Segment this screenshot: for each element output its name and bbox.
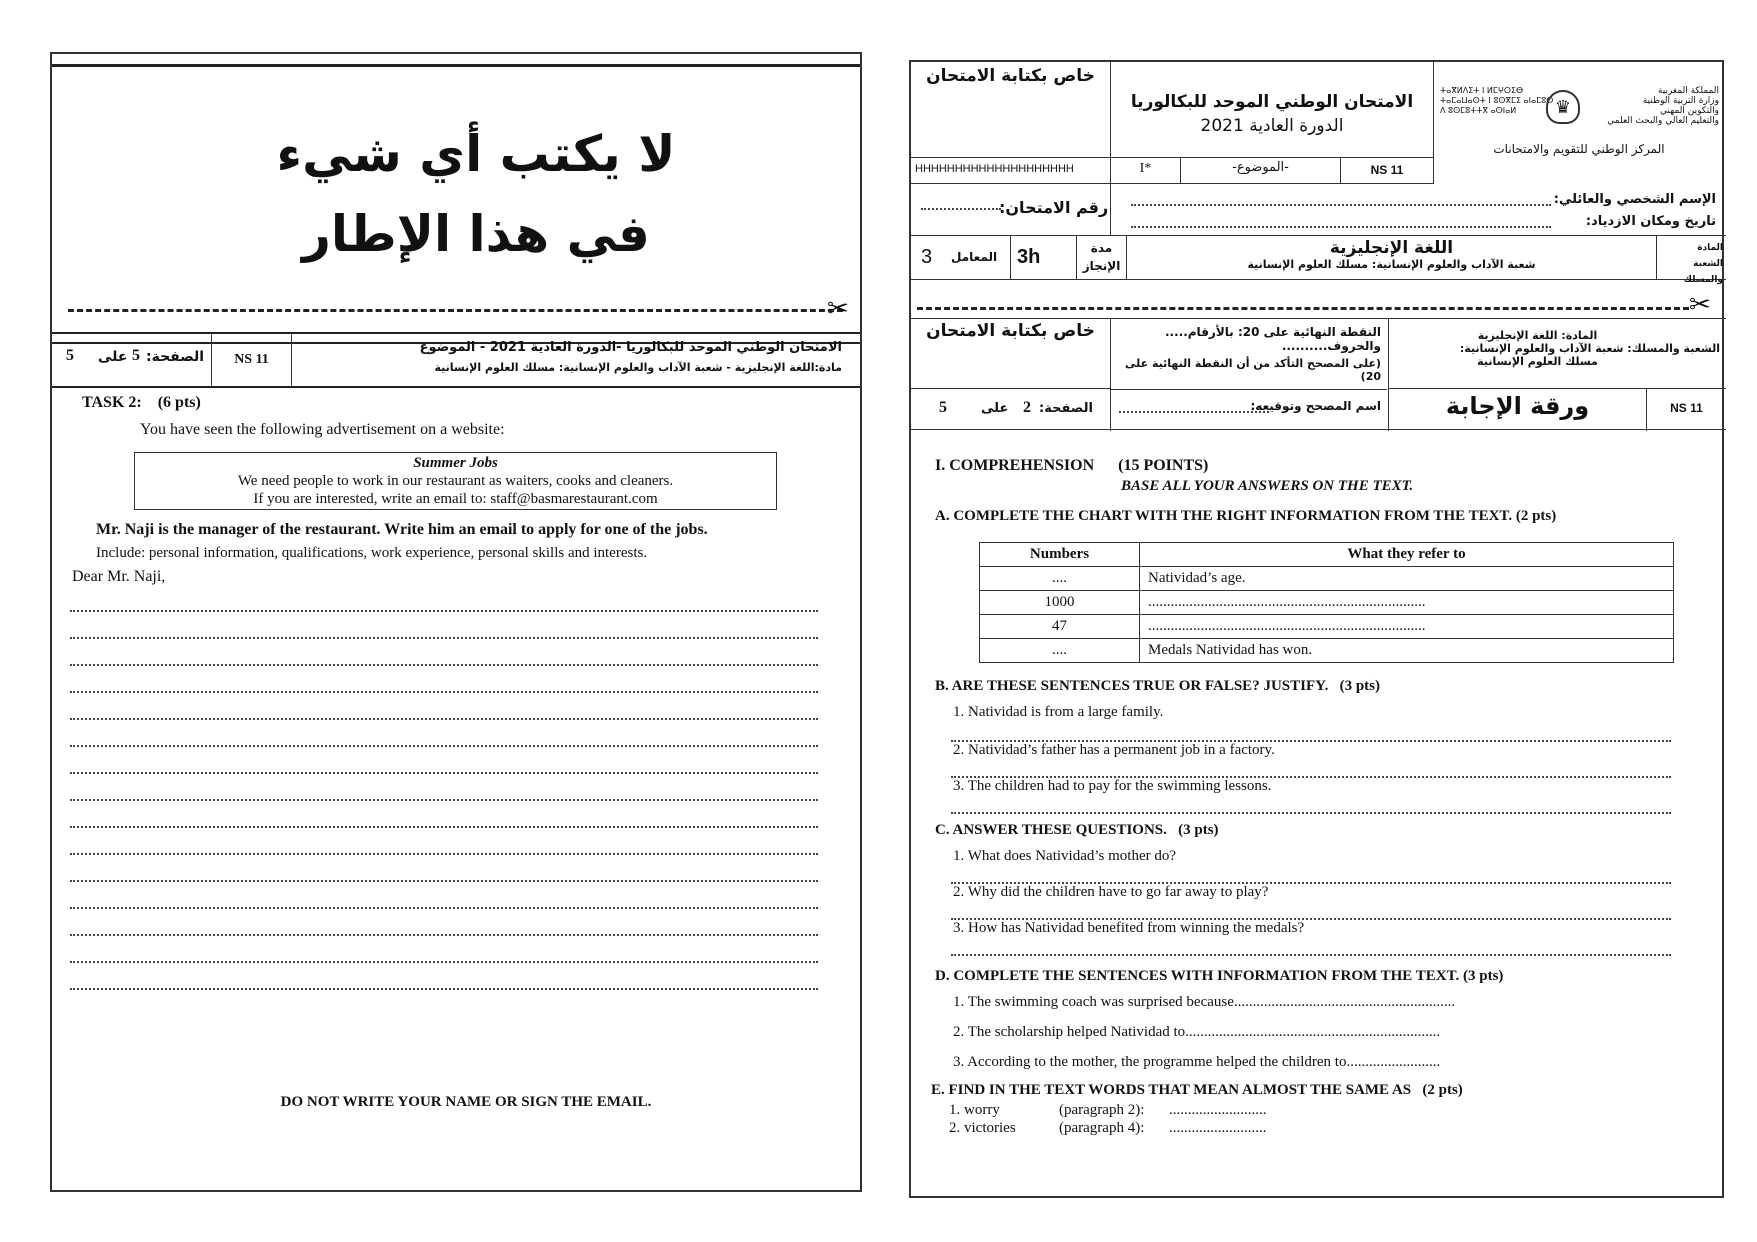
answer-sheet-box [1389,389,1647,431]
no-write-line1: لا يكتب أي شيء [276,125,676,183]
ad-line1: We need people to work in our restaurant as waiters, cooks and cleaners. [237,473,674,489]
grading-office-box: خاص بكتابة الامتحان [911,319,1111,389]
comprehension-instruction: BASE ALL YOUR ANSWERS ON THE TEXT. [1121,478,1414,494]
stream-name: شعبة الآداب والعلوم الإنسانية: مسلك العلوم الإنسانية [1247,258,1536,271]
section-a-title: A. COMPLETE THE CHART WITH THE RIGHT INFORMATION FROM THE TEXT. (2 pts) [935,508,1557,524]
task-intro: You have seen the following advertisement on a website: [140,421,505,438]
ministry-logo [1434,62,1724,158]
b-answer-3[interactable] [951,812,1671,814]
final-mark-label: النقطة النهائية على 20: بالأرقام..... والحروف.......... [1164,325,1381,353]
task-title: TASK 2: (6 pts) [82,394,201,411]
exam-office-box [911,62,1111,158]
code-label: NS 11 [1670,401,1703,415]
coef-cell [911,236,1011,280]
exam-session: الدورة العادية 2021 [1200,116,1344,136]
c-item-2: 2. Why did the children have to go far away to play? [953,884,1269,900]
subject-name: اللغة الإنجليزية [1329,238,1454,258]
page-of: على [98,349,128,365]
section-c-title: C. ANSWER THESE QUESTIONS. (3 pts) [935,822,1219,838]
advertisement-box [134,452,777,510]
section-e-title: E. FIND IN THE TEXT WORDS THAT MEAN ALMOST THE SAME AS (2 pts) [931,1082,1463,1098]
d-item-3[interactable]: 3. According to the mother, the programme helped the children to......................... [953,1054,1441,1070]
page-number: 2 [1023,399,1031,416]
task-points: (6 pts) [157,394,201,411]
verify-note: (على المصحح التأكد من أن النقطة النهائية على 20) [1125,357,1381,383]
table-row[interactable]: 1000 .......................................................................... [980,591,1674,615]
comprehension-points: (15 POINTS) [1118,457,1209,474]
national-center: المركز الوطني للتقويم والامتحانات [1493,142,1665,156]
ministry-block: المملكة المغربية وزارة التربية الوطنية والتكوين المهني والتعليم العالي والبحث العلمي [1607,86,1719,126]
scissors-icon: ✂ [827,294,849,323]
task-include: Include: personal information, qualifications, work experience, personal skills and interests. [96,545,648,561]
ad-line2: If you are interested, write an email to: staff@basmarestaurant.com [253,491,658,507]
subject-labels: المادة الشعبة والمسلك [1657,236,1726,280]
tifinagh-block: ⵜⴰⴳⵍⴷⵉⵜ ⵏ ⵍⵎⵖⵔⵉⴱ ⵜⴰⵎⴰⵡⴰⵙⵜ ⵏ ⵓⵙⴳⵎⵉ ⴰⵏⴰⵎⵓⵔ ⴷ ⵓⵙⵎⵓⵜⵜⴳ ⴰⵙⵏⴰⵍ [1440,86,1554,115]
page-total: 5 [66,347,74,364]
c-answer-3[interactable] [951,954,1671,956]
no-write-line2: في هذا الإطار [302,205,650,263]
comprehension-title: I. COMPREHENSION (15 POINTS) [935,457,1209,474]
e-item-2: 2. victories (paragraph 4): .......................... [949,1120,1267,1136]
page-of: على [981,401,1009,416]
page-cell [911,389,1111,431]
d-item-2[interactable]: 2. The scholarship helped Natividad to.................................................................... [953,1024,1441,1040]
duration-label-cell: مدة الإنجاز [1077,236,1127,280]
corrector-label: اسم المصحح وتوقيعه: [1250,399,1381,413]
coat-of-arms-icon: ♛ [1546,90,1580,124]
exam-title: الامتحان الوطني الموحد للبكالوريا [1130,92,1414,112]
corrector-input[interactable] [1119,411,1269,413]
barcode-cell [911,158,1111,184]
email-greeting: Dear Mr. Naji, [72,568,166,585]
page-label: الصفحة: [1039,401,1093,416]
chart-header-refer: What they refer to [1140,543,1674,567]
page-number: 5 [132,347,140,364]
barcode: HHHHHHHHHHHHHHHHHHHH [915,163,1074,175]
subject-info-box: المادة: اللغة الإنجليزية الشعبة والمسلك: شعبة الآداب والعلوم الإنسانية: مسلك العلوم الإنسانية [1389,319,1726,389]
b-item-2: 2. Natividad’s father has a permanent job in a factory. [953,742,1275,758]
coef-value: 3 [921,246,933,268]
left-page [50,52,862,1192]
subject-cell [1127,236,1657,280]
subject-label-cell: -الموضوع- [1181,158,1341,184]
c-item-3: 3. How has Natividad benefited from winning the medals? [953,920,1305,936]
table-row[interactable]: 47 .......................................................................... [980,615,1674,639]
code-label: NS 11 [212,334,292,386]
table-row[interactable]: .... Natividad’s age. [980,567,1674,591]
name-input[interactable] [1131,204,1551,206]
birth-label: تاريخ ومكان الازدياد: [1585,214,1716,229]
scissors-icon: ✂ [1689,290,1711,319]
birth-input[interactable] [1131,226,1551,228]
name-label: الإسم الشخصي والعائلي: [1553,192,1716,207]
e-answer-2[interactable]: .......................... [1169,1120,1267,1136]
cut-line [68,309,843,312]
exam-number-cell[interactable] [911,184,1111,236]
coef-label: المعامل [951,250,998,264]
c-item-1: 1. What does Natividad’s mother do? [953,848,1177,864]
b-item-3: 3. The children had to pay for the swimming lessons. [953,778,1272,794]
title-box [1111,62,1434,158]
footer-warning: DO NOT WRITE YOUR NAME OR SIGN THE EMAIL. [280,1094,652,1110]
right-page [909,60,1724,1198]
candidate-info [1111,184,1726,236]
section-b-title: B. ARE THESE SENTENCES TRUE OR FALSE? JUSTIFY. (3 pts) [935,678,1380,694]
chart-table [979,542,1674,663]
b-item-1: 1. Natividad is from a large family. [953,704,1164,720]
page-total: 5 [939,399,947,416]
grading-block [911,318,1726,430]
e-answer-1[interactable]: .......................... [1169,1102,1267,1118]
page-header [52,332,860,388]
exam-number-label: رقم الامتحان: [999,198,1109,217]
duration-value: 3h [1017,246,1041,268]
star-cell: I* [1111,158,1181,184]
exam-office-label: خاص بكتابة الامتحان [926,66,1095,86]
d-item-1[interactable]: 1. The swimming coach was surprised because........................................................... [953,994,1456,1010]
header-subject: مادة:اللغة الإنجليزية - شعبة الآداب والعلوم الإنسانية: مسلك العلوم الإنسانية [434,361,842,374]
duration-cell [1011,236,1077,280]
chart-header-numbers: Numbers [980,543,1140,567]
task-instruction: Mr. Naji is the manager of the restaurant. Write him an email to apply for one of the jobs. [96,521,708,538]
no-write-frame [52,64,860,344]
cut-line [917,307,1689,310]
section-d-title: D. COMPLETE THE SENTENCES WITH INFORMATION FROM THE TEXT. (3 pts) [935,968,1504,984]
ad-title: Summer Jobs [413,455,498,471]
header-title: الامتحان الوطني الموحد للبكالوريا -الدورة العادية 2021 - الموضوع [419,340,842,355]
answer-sheet-title: ورقة الإجابة [1445,392,1590,420]
page-label: الصفحة: [146,349,205,365]
code-cell: NS 11 [1341,158,1434,184]
final-mark-box [1111,319,1389,431]
e-item-1: 1. worry (paragraph 2): .......................... [949,1102,1267,1118]
table-row[interactable]: .... Medals Natividad has won. [980,639,1674,663]
